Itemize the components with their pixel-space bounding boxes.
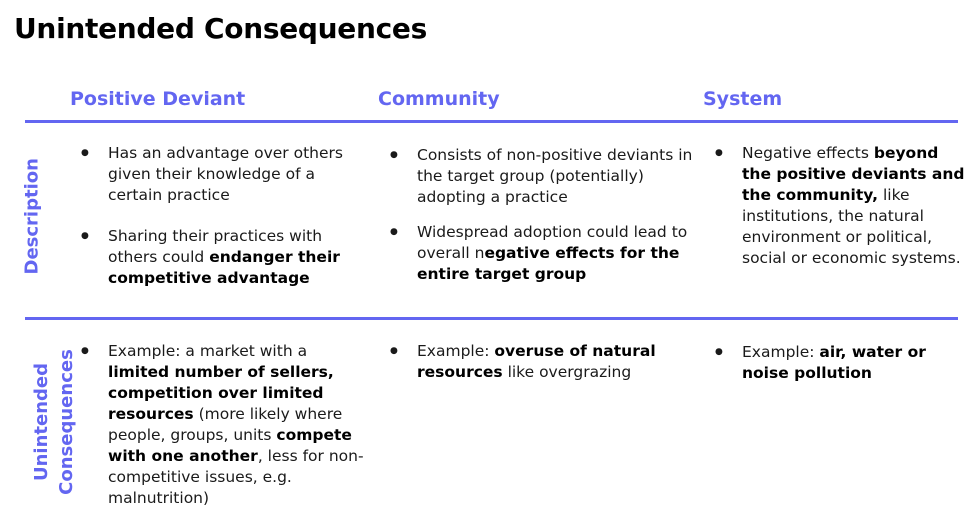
description-system-cell [713, 143, 971, 269]
bullet-emphasis: compete with one another [108, 426, 352, 465]
bullet-text: like institutions, the natural environment or political, social or economic systems. [742, 186, 961, 267]
bullet-text: Example: a market with a [108, 342, 308, 360]
bullet-emphasis: beyond the positive deviants and the community, [742, 144, 965, 204]
bullet-text: Sharing their practices with others could [108, 227, 323, 266]
bullet-text: Example: [417, 342, 495, 360]
header-divider [25, 120, 958, 123]
bullet-text: Widespread adoption could lead to overall n [417, 223, 688, 262]
bullet-emphasis: egative effects for the entire target group [417, 244, 680, 283]
list-item [79, 143, 364, 206]
list-item [713, 143, 971, 269]
bullet-emphasis: air, water or noise pollution [742, 343, 926, 382]
description-community-cell [388, 145, 693, 285]
list-item [713, 342, 953, 384]
unintended-positive-deviant-list [79, 341, 369, 509]
row-label-description [20, 158, 45, 275]
list-item [79, 226, 364, 289]
bullet-text: Has an advantage over others given their knowledge of a certain practice [108, 144, 343, 204]
unintended-community-list [388, 341, 688, 383]
unintended-positive-deviant-cell [79, 341, 369, 509]
bullet-text: like overgrazing [502, 363, 632, 381]
description-community-list [388, 145, 693, 285]
column-header-system: System [703, 88, 783, 110]
bullet-emphasis: endanger their competitive advantage [108, 248, 340, 287]
row-label-description-text: Description [21, 158, 43, 275]
row-label-unintended-line1: Unintended [31, 362, 52, 482]
bullet-emphasis: limited number of sellers, competition over limited resources [108, 363, 334, 423]
unintended-system-list [713, 342, 953, 384]
list-item [79, 341, 369, 509]
column-header-community: Community [378, 88, 500, 110]
unintended-community-cell [388, 341, 688, 383]
bullet-text: Consists of non-positive deviants in the target group (potentially) adopting a practice [417, 146, 693, 206]
list-item [388, 341, 688, 383]
bullet-text: Negative effects [742, 144, 874, 162]
list-item [388, 222, 693, 285]
description-positive-deviant-list [79, 143, 364, 289]
description-system-list [713, 143, 971, 269]
unintended-system-cell [713, 342, 953, 384]
bullet-text: Example: [742, 343, 820, 361]
bullet-emphasis: overuse of natural resources [417, 342, 656, 381]
column-header-positive-deviant: Positive Deviant [70, 88, 246, 110]
row-label-unintended-line2: Consequences [56, 349, 77, 495]
row-label-unintended-consequences [29, 342, 79, 502]
page-title: Unintended Consequences [14, 12, 427, 45]
bullet-text: (more likely where people, groups, units [108, 405, 343, 444]
list-item [388, 145, 693, 208]
row-divider [25, 317, 958, 320]
bullet-text: , less for non-competitive issues, e.g. malnutrition) [108, 447, 364, 507]
description-positive-deviant-cell [79, 143, 364, 289]
